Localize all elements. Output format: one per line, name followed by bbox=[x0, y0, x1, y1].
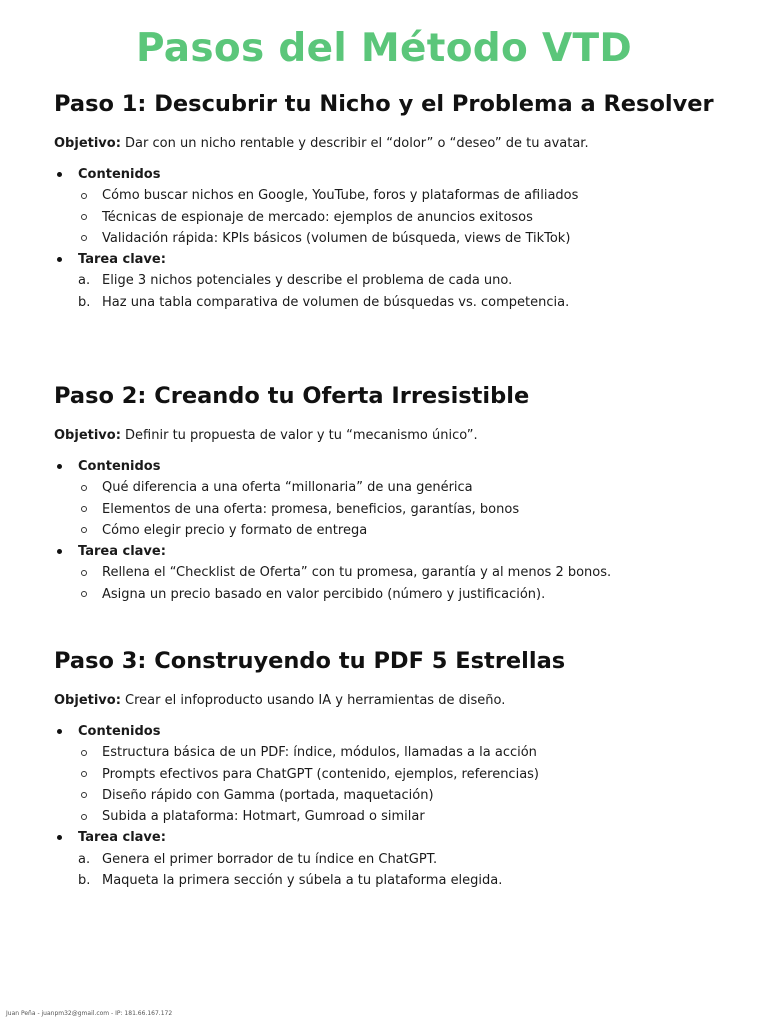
list-item bbox=[78, 785, 734, 806]
list-item bbox=[78, 185, 734, 206]
list-marker: a. bbox=[78, 273, 91, 289]
step-outline bbox=[54, 456, 734, 605]
list-item bbox=[78, 499, 734, 520]
circle-bullet-icon bbox=[81, 591, 87, 597]
list-item-text: Estructura básica de un PDF: índice, módulos, llamadas a la acción bbox=[102, 745, 537, 761]
list-item-text: Subida a plataforma: Hotmart, Gumroad o similar bbox=[102, 809, 425, 825]
list-marker: b. bbox=[78, 873, 91, 889]
list-item-text: Rellena el “Checklist de Oferta” con tu promesa, garantía y al menos 2 bonos. bbox=[102, 565, 612, 581]
step-1-section bbox=[54, 91, 734, 313]
list-item bbox=[78, 806, 734, 827]
list-item bbox=[78, 584, 734, 605]
contents-label: Contenidos bbox=[78, 724, 161, 739]
objective bbox=[54, 135, 734, 153]
step-outline bbox=[54, 721, 734, 891]
tasks-label: Tarea clave: bbox=[78, 252, 166, 268]
objective-text: Crear el infoproducto usando IA y herramientas de diseño. bbox=[120, 693, 506, 708]
circle-bullet-icon bbox=[81, 771, 87, 777]
circle-bullet-icon bbox=[81, 814, 87, 820]
circle-bullet-icon bbox=[81, 792, 87, 798]
list-item bbox=[78, 520, 734, 541]
list-item bbox=[78, 270, 734, 291]
list-item-text: Técnicas de espionaje de mercado: ejemplos de anuncios exitosos bbox=[102, 209, 533, 225]
contents-list bbox=[78, 185, 734, 249]
bullet-icon bbox=[57, 729, 62, 734]
list-item bbox=[78, 477, 734, 498]
contents-label: Contenidos bbox=[78, 459, 161, 474]
footer-watermark: Juan Peña - juanpm32@gmail.com - IP: 181.66.167.172 bbox=[6, 1010, 173, 1017]
list-item-text: Validación rápida: KPIs básicos (volumen de búsqueda, views de TikTok) bbox=[102, 230, 571, 246]
list-item bbox=[78, 742, 734, 763]
objective bbox=[54, 692, 734, 710]
list-item-text: Diseño rápido con Gamma (portada, maquetación) bbox=[102, 787, 434, 803]
contents-item bbox=[54, 721, 734, 827]
list-item-text: Asigna un precio basado en valor percibido (número y justificación). bbox=[102, 586, 546, 602]
list-item-text: Elementos de una oferta: promesa, beneficios, garantías, bonos bbox=[102, 501, 520, 517]
list-item bbox=[78, 207, 734, 228]
contents-item bbox=[54, 456, 734, 541]
step-title: Paso 3: Construyendo tu PDF 5 Estrellas bbox=[54, 648, 566, 674]
circle-bullet-icon bbox=[81, 506, 87, 512]
bullet-icon bbox=[57, 835, 62, 840]
tasks-list bbox=[78, 849, 734, 892]
tasks-item bbox=[54, 827, 734, 891]
circle-bullet-icon bbox=[81, 193, 87, 199]
objective-label: Objetivo: bbox=[54, 693, 121, 708]
page-title: Pasos del Método VTD bbox=[135, 26, 633, 71]
list-item-text: Maqueta la primera sección y súbela a tu plataforma elegida. bbox=[102, 873, 503, 889]
step-outline bbox=[54, 164, 734, 313]
tasks-item bbox=[54, 249, 734, 313]
list-item-text: Cómo buscar nichos en Google, YouTube, foros y plataformas de afiliados bbox=[102, 188, 579, 204]
list-item-text: Cómo elegir precio y formato de entrega bbox=[102, 522, 368, 538]
list-item bbox=[78, 562, 734, 583]
bullet-icon bbox=[57, 172, 62, 177]
contents-list bbox=[78, 742, 734, 827]
objective-text: Dar con un nicho rentable y describir el “dolor” o “deseo” de tu avatar. bbox=[120, 136, 589, 151]
objective-label: Objetivo: bbox=[54, 136, 121, 151]
list-item-text: Elige 3 nichos potenciales y describe el problema de cada uno. bbox=[102, 273, 513, 289]
bullet-icon bbox=[57, 464, 62, 469]
contents-list bbox=[78, 477, 734, 541]
circle-bullet-icon bbox=[81, 235, 87, 241]
list-item bbox=[78, 228, 734, 249]
circle-bullet-icon bbox=[81, 570, 87, 576]
tasks-label: Tarea clave: bbox=[78, 830, 166, 846]
list-item-text: Prompts efectivos para ChatGPT (contenido, ejemplos, referencias) bbox=[102, 766, 540, 782]
tasks-label: Tarea clave: bbox=[78, 544, 166, 560]
list-item bbox=[78, 870, 734, 891]
circle-bullet-icon bbox=[81, 750, 87, 756]
contents-item bbox=[54, 164, 734, 249]
contents-label: Contenidos bbox=[78, 167, 161, 182]
objective-label: Objetivo: bbox=[54, 428, 121, 443]
tasks-item bbox=[54, 541, 734, 605]
list-marker: b. bbox=[78, 294, 91, 310]
list-item-text: Qué diferencia a una oferta “millonaria” de una genérica bbox=[102, 480, 473, 496]
tasks-list bbox=[78, 270, 734, 313]
circle-bullet-icon bbox=[81, 527, 87, 533]
list-item bbox=[78, 849, 734, 870]
tasks-list bbox=[78, 562, 734, 605]
step-3-section bbox=[54, 648, 734, 891]
list-marker: a. bbox=[78, 851, 91, 867]
objective bbox=[54, 427, 734, 445]
list-item-text: Genera el primer borrador de tu índice en ChatGPT. bbox=[102, 851, 438, 867]
list-item bbox=[78, 764, 734, 785]
list-item-text: Haz una tabla comparativa de volumen de búsquedas vs. competencia. bbox=[102, 294, 570, 310]
step-2-section bbox=[54, 383, 734, 605]
step-title: Paso 1: Descubrir tu Nicho y el Problema a Resolver bbox=[54, 91, 714, 117]
bullet-icon bbox=[57, 549, 62, 554]
circle-bullet-icon bbox=[81, 214, 87, 220]
step-title: Paso 2: Creando tu Oferta Irresistible bbox=[54, 383, 530, 409]
list-item bbox=[78, 292, 734, 313]
bullet-icon bbox=[57, 257, 62, 262]
circle-bullet-icon bbox=[81, 485, 87, 491]
objective-text: Definir tu propuesta de valor y tu “mecanismo único”. bbox=[120, 428, 478, 443]
